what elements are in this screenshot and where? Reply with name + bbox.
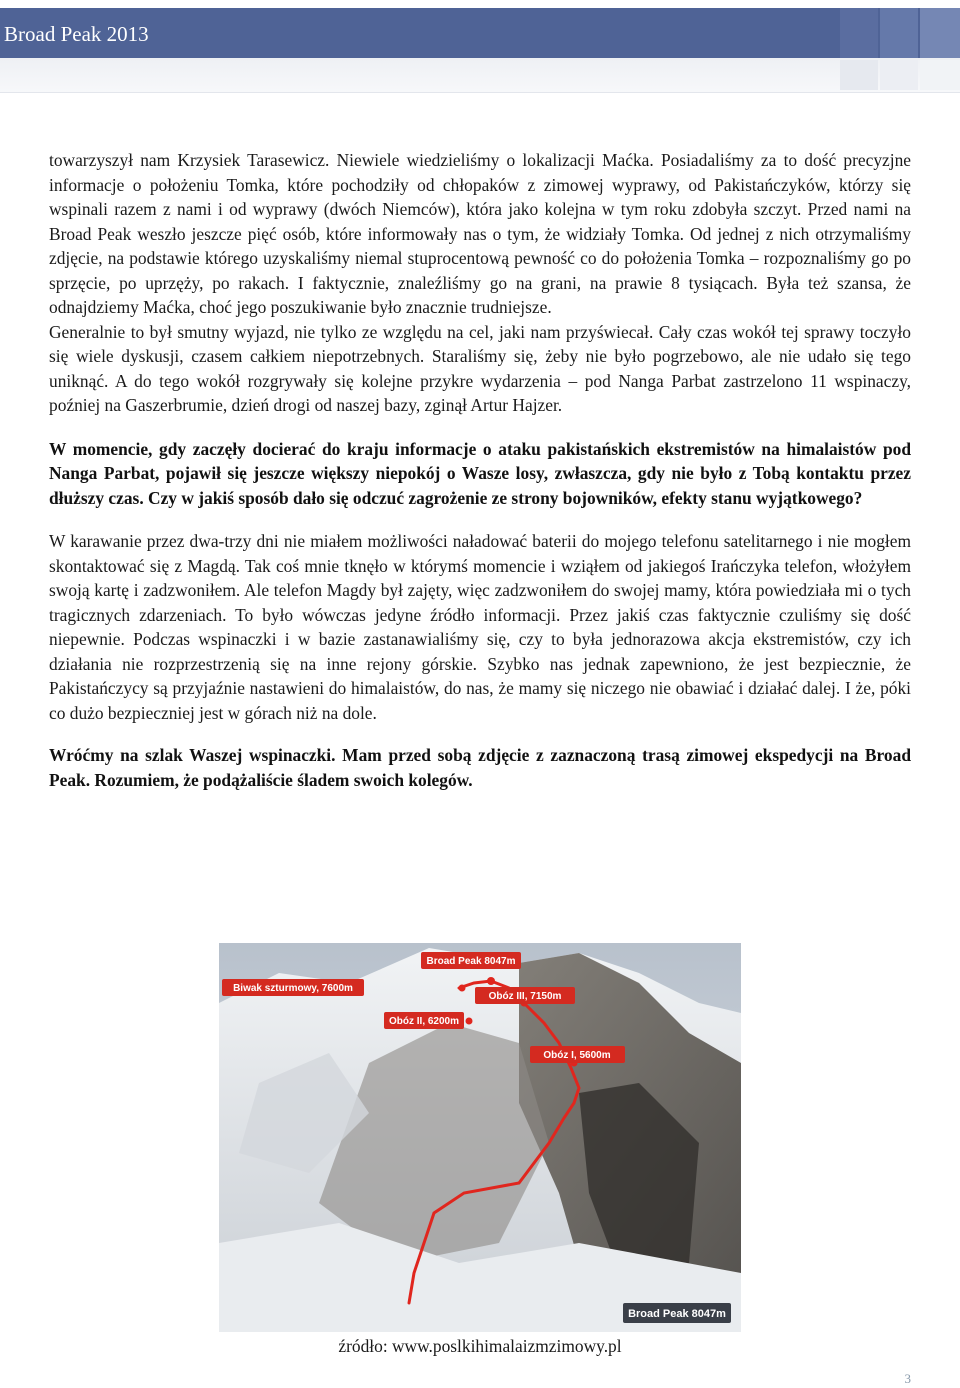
interview-question-2: Wróćmy na szlak Waszej wspinaczki. Mam przed sobą zdjęcie z zaznaczoną trasą zimowej ekspedycji na Broad Peak. Rozumiem, że podążaliście śladem swoich kolegów. xyxy=(49,745,911,790)
paragraph-3: W karawanie przez dwa-trzy dni nie miałem możliwości naładować baterii do mojego telefonu satelitarnego i nie mogłem skontaktować się z Magdą. Tak coś mnie tknęło w którymś momencie i wziąłem od jakiegoś Irańczyka telefon, włożyłem swoją kartę i zadzwoniłem. Ale telefon Magdy był zajęty, więc zadzwoniłem do swojej mamy, która powiedziała mi o tych tragicznych zdarzeniach. To było wówczas jedyne źródło informacji. Przez jakiś czas faktycznie czuliśmy się dość niepewnie. Podczas wspinaczki i w bazie zastanawialiśmy się, czy to była jednorazowa akcja ekstremistów, czy ich działania nie rozprzestrzenią się na inne rejony górskie. Szybko nas jednak zapewniono, że jest bezpiecznie, że Pakistańczycy są przyjaźnie nastawieni do himalaistów, do nas, że mamy się niczego nie obawiać i działać dalej. I że, póki co dużo bezpieczniej jest w górach niż na dole. xyxy=(49,531,911,723)
route-photo-svg xyxy=(219,943,741,1332)
biwak-marker xyxy=(459,985,466,992)
interview-question-1: W momencie, gdy zaczęły docierać do kraju informacje o ataku pakistańskich ekstremistów na himalaistów pod Nanga Parbat, pojawił się jeszcze większy niepokój o Wasze losy, zwłaszcza, gdy nie było z Tobą kontaktu przez dłuższy czas. Czy w jakiś sposób dało się odczuć zagrożenie ze strony bojowników, efekty stanu wyjątkowego? xyxy=(49,438,911,508)
summit-marker xyxy=(487,977,495,985)
label-oboz1: Obóz I, 5600m xyxy=(543,1050,611,1061)
label-bottom-summit: Broad Peak 8047m xyxy=(628,1308,726,1320)
label-oboz2: Obóz II, 6200m xyxy=(388,1016,460,1027)
oboz2-marker xyxy=(466,1018,473,1025)
article-body xyxy=(49,148,911,792)
label-oboz3: Obóz III, 7150m xyxy=(488,991,562,1002)
paragraph-2: Generalnie to był smutny wyjazd, nie tylko ze względu na cel, jaki nam przyświecał. Cały czas wokół tej sprawy toczyło się wiele dyskusji, czasem całkiem niepotrzebnych. Staraliśmy się, żeby nie było pogrzebowo, ale nie udało się tego uniknąć. A do tego wokół rozgrywały się kolejne przykre wydarzenia – pod Nanga Parbat zastrzelono 11 wspinaczy, poźniej na Gaszerbrumie, dzień drogi od naszej bazy, zginął Artur Hajzer. xyxy=(49,321,911,415)
label-summit: Broad Peak 8047m xyxy=(426,956,516,967)
route-photo xyxy=(219,943,741,1332)
photo-caption: źródło: www.poslkihimalaizmzimowy.pl xyxy=(338,1336,622,1356)
page-number: 3 xyxy=(904,1371,911,1386)
header-under-band xyxy=(0,58,960,93)
paragraph-1: towarzyszył nam Krzysiek Tarasewicz. Niewiele wiedzieliśmy o lokalizacji Maćka. Posiadaliśmy za to dość precyzjne informacje o położeniu Tomka, które pochodziły od chłopaków z zimowej wyprawy, od Pakistańczyków, którzy się wspinali razem z nami i od wyprawy (dwóch Niemców), która jako kolejna w tym roku zdobyła szczyt. Przed nami na Broad Peak weszło jeszcze pięć osób, które informowały nas o tym, że widziały Tomka. Od jednej z nich otrzymaliśmy zdjęcie, na podstawie którego uzyskaliśmy niemal stuprocentową pewność co do położenia Tomka – rozpoznaliśmy go po sprzęcie, po uprzęży, po rakach. I faktycznie, znaleźliśmy go na grani, na prawie 8 tysiącach. Była też szansa, że odnajdziemy Maćka, choć jego poszukiwanie było znacznie trudniejsze. xyxy=(49,150,911,317)
label-biwak: Biwak szturmowy, 7600m xyxy=(233,983,353,994)
header-grid-decoration xyxy=(840,0,960,92)
header-title: Broad Peak 2013 xyxy=(4,22,149,46)
